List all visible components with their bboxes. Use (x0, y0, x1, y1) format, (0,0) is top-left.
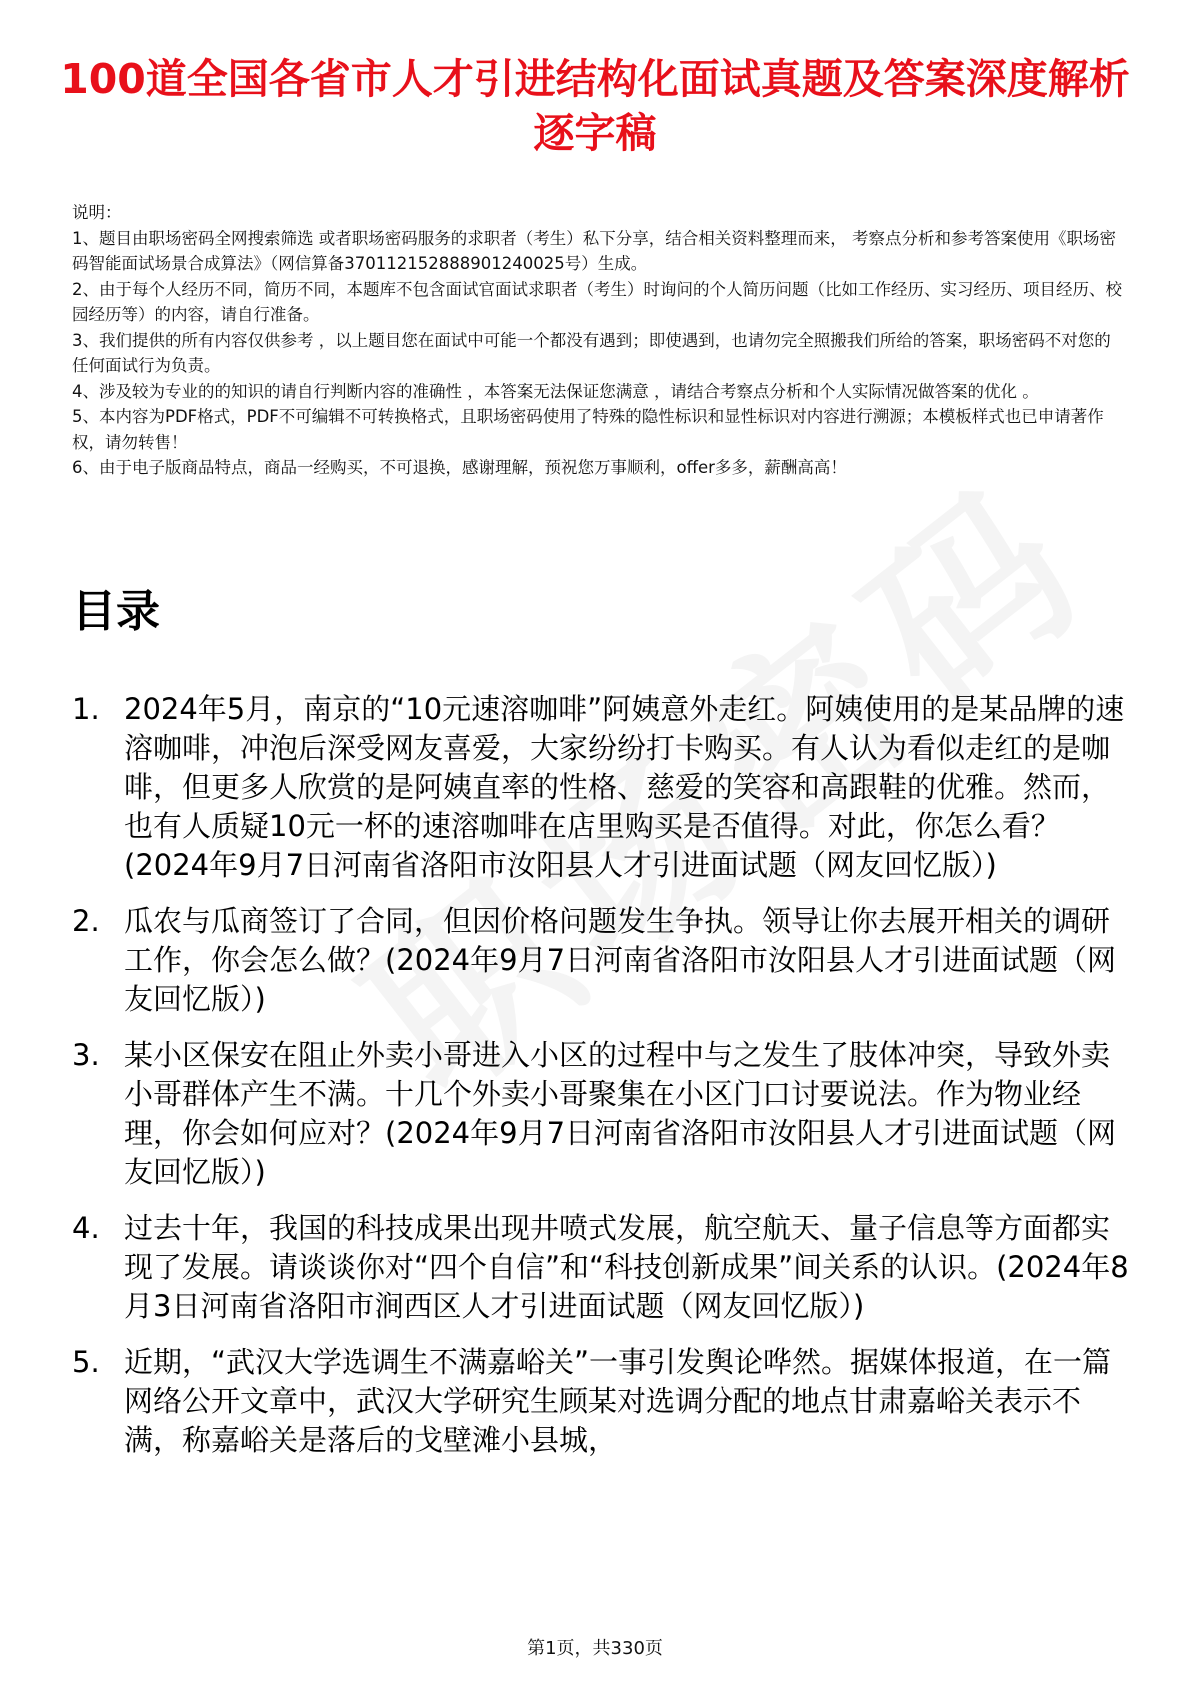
question-number: 3. (72, 1038, 100, 1072)
note-item: 5、本内容为PDF格式，PDF不可编辑不可转换格式，且职场密码使用了特殊的隐性标识和显性标识对内容进行溯源；本模板样式也已申请著作权，请勿转售！ (72, 407, 1104, 452)
note-item: 1、题目由职场密码全网搜索筛选 或者职场密码服务的求职者（考生）私下分享，结合相关资料整理而来， 考察点分析和参考答案使用《职场密码智能面试场景合成算法》（网信算备370112152888901240025号）生成。 (72, 228, 1116, 273)
question-item (72, 1343, 1132, 1460)
note-item: 4、涉及较为专业的的知识的请自行判断内容的准确性 ，本答案无法保证您满意 ，请结合考察点分析和个人实际情况做答案的优化 。 (72, 381, 1039, 401)
question-number: 2. (72, 904, 100, 938)
question-number: 4. (72, 1211, 100, 1245)
notes-heading: 说明： (72, 203, 122, 222)
question-text: 瓜农与瓜商签订了合同，但因价格问题发生争执。领导让你去展开相关的调研工作，你会怎么做？(2024年9月7日河南省洛阳市汝阳县人才引进面试题（网友回忆版）) (124, 904, 1117, 1016)
question-list (72, 690, 1132, 1477)
note-item: 6、由于电子版商品特点，商品一经购买，不可退换，感谢理解，预祝您万事顺利，offer多多，薪酬高高！ (72, 458, 847, 477)
note-item: 2、由于每个人经历不同，简历不同，本题库不包含面试官面试求职者（考生）时询问的个人简历问题（比如工作经历、实习经历、项目经历、校园经历等）的内容，请自行准备。 (72, 279, 1122, 324)
question-text: 近期，“武汉大学选调生不满嘉峪关”一事引发舆论哗然。据媒体报道，在一篇网络公开文章中，武汉大学研究生顾某对选调分配的地点甘肃嘉峪关表示不满，称嘉峪关是落后的戈壁滩小县城， (124, 1345, 1112, 1457)
notes-section (72, 200, 1122, 481)
question-text: 某小区保安在阻止外卖小哥进入小区的过程中与之发生了肢体冲突，导致外卖小哥群体产生不满。十几个外卖小哥聚集在小区门口讨要说法。作为物业经理，你会如何应对？(2024年9月7日河南省洛阳市汝阳县人才引进面试题（网友回忆版）) (124, 1038, 1117, 1189)
question-item (72, 1209, 1132, 1326)
toc-heading: 目录 (72, 586, 160, 637)
document-title: 100道全国各省市人才引进结构化面试真题及答案深度解析逐字稿 (60, 55, 1130, 157)
page-number-footer: 第1页，共330页 (527, 1638, 663, 1659)
question-item (72, 1036, 1132, 1192)
question-item (72, 690, 1132, 885)
question-number: 1. (72, 692, 100, 726)
question-text: 过去十年，我国的科技成果出现井喷式发展，航空航天、量子信息等方面都实现了发展。请谈谈你对“四个自信”和“科技创新成果”间关系的认识。(2024年8月3日河南省洛阳市涧西区人才引进面试题（网友回忆版）) (124, 1211, 1129, 1323)
question-text: 2024年5月，南京的“10元速溶咖啡”阿姨意外走红。阿姨使用的是某品牌的速溶咖啡，冲泡后深受网友喜爱，大家纷纷打卡购买。有人认为看似走红的是咖啡，但更多人欣赏的是阿姨直率的性格、慈爱的笑容和高跟鞋的优雅。然而，也有人质疑10元一杯的速溶咖啡在店里购买是否值得。对此，你怎么看？(2024年9月7日河南省洛阳市汝阳县人才引进面试题（网友回忆版）) (124, 692, 1125, 882)
note-item: 3、我们提供的所有内容仅供参考 ，以上题目您在面试中可能一个都没有遇到；即使遇到，也请勿完全照搬我们所给的答案，职场密码不对您的任何面试行为负责。 (72, 330, 1111, 375)
question-item (72, 902, 1132, 1019)
question-number: 5. (72, 1345, 100, 1379)
